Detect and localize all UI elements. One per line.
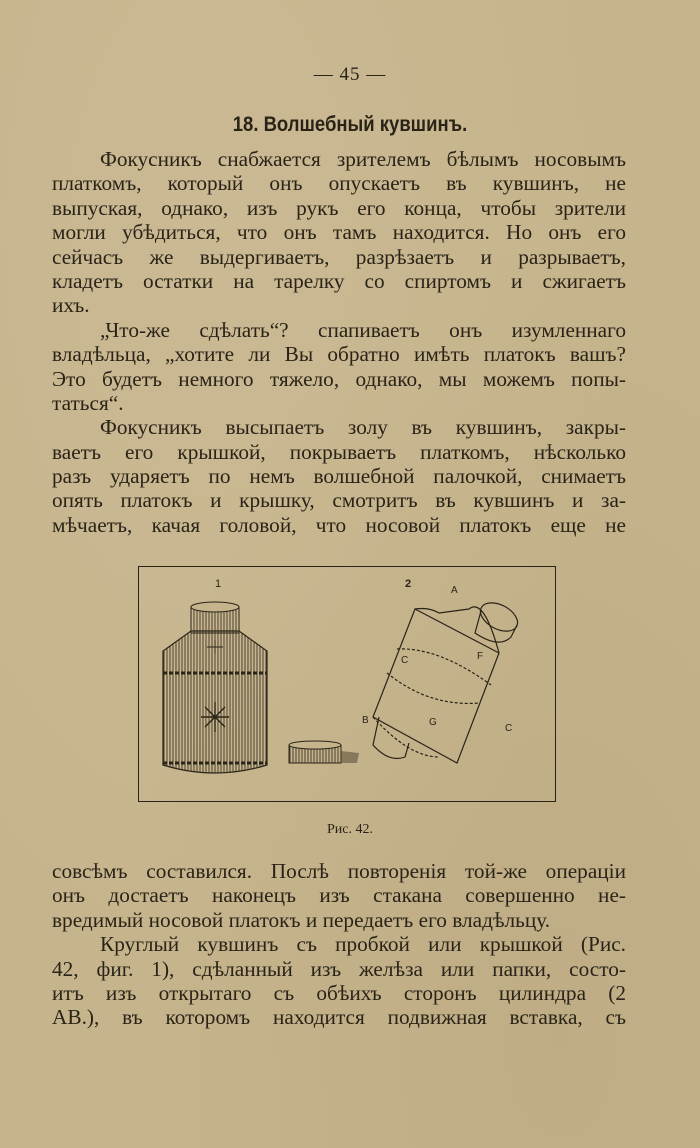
label-A: A bbox=[451, 585, 458, 596]
page-number: — 45 — bbox=[313, 64, 387, 85]
figure-label-2: 2 bbox=[405, 578, 412, 590]
text-line: Фокусникъ снабжается зрителемъ бѣлымъ носовымъ bbox=[100, 147, 626, 171]
text-line: Круглый кувшинъ съ пробкой или крышкой (Рис. bbox=[100, 932, 626, 957]
text-line: Фокусникъ высыпаетъ золу въ кувшинъ, закры- bbox=[100, 415, 626, 440]
figure-caption: Рис. 42. bbox=[327, 822, 373, 837]
cutaway-diagram bbox=[373, 597, 522, 763]
paragraph bbox=[52, 932, 626, 1030]
paragraph bbox=[52, 415, 626, 537]
figure-illustration bbox=[139, 567, 555, 801]
text-line: ихъ. bbox=[52, 293, 90, 318]
text-line: „Что-же сдѣлать“? спапиваетъ онъ изумленнаго bbox=[100, 317, 626, 342]
text-line: совсѣмъ составился. Послѣ повторенія той-же операціи bbox=[52, 859, 626, 883]
text-line: онъ достаетъ наконецъ изъ стакана совершенно не- bbox=[52, 883, 626, 908]
text-line: 42, фиг. 1), сдѣланный изъ желѣза или папки, состо- bbox=[52, 956, 626, 981]
text-line: итъ изъ открытаго съ обѣихъ сторонъ цилиндра (2 bbox=[52, 980, 626, 1005]
text-line: разъ ударяетъ по немъ волшебной палочкой, снимаетъ bbox=[52, 464, 626, 489]
text-line: Это будетъ немного тяжело, однако, мы можемъ попы- bbox=[52, 366, 626, 391]
text-line: владѣльца, „хотите ли Вы обратно имѣть платокъ вашъ? bbox=[52, 342, 626, 367]
text-line: АВ.), въ которомъ находится подвижная вставка, съ bbox=[52, 1005, 626, 1030]
text-block-bottom bbox=[52, 859, 626, 1030]
text-line: выпуская, однако, изъ рукъ его конца, чтобы зрители bbox=[52, 195, 626, 220]
label-F: F bbox=[477, 651, 484, 662]
paragraph bbox=[52, 859, 626, 932]
label-C-upper: C bbox=[401, 655, 409, 666]
text-block-top bbox=[52, 147, 626, 537]
text-line: кладетъ остатки на тарелку со спиртомъ и сжигаетъ bbox=[52, 268, 626, 293]
text-line: могли убѣдиться, что онъ тамъ находится. Но онъ его bbox=[52, 220, 626, 245]
label-C-lower: C bbox=[505, 723, 513, 734]
paragraph bbox=[52, 318, 626, 416]
label-B: B bbox=[362, 715, 369, 726]
text-line: платкомъ, который онъ опускаетъ въ кувшинъ, не bbox=[52, 171, 626, 196]
jug-illustration bbox=[163, 602, 359, 773]
section-heading: 18. Волшебный кувшинъ. bbox=[232, 113, 468, 136]
text-line: таться“. bbox=[52, 390, 124, 415]
text-line: опять платокъ и крышку, смотритъ въ кувшинъ и за- bbox=[52, 488, 626, 513]
text-line: сейчасъ же выдергиваетъ, разрѣзаетъ и разрываетъ, bbox=[52, 244, 626, 269]
text-line: ваетъ его крышкой, покрываетъ платкомъ, нѣсколько bbox=[52, 439, 626, 464]
label-G: G bbox=[429, 717, 437, 728]
text-line: мѣчаетъ, качая головой, что носовой платокъ еще не bbox=[52, 512, 626, 537]
figure-42 bbox=[138, 566, 556, 802]
text-line: вредимый носовой платокъ и передаетъ его владѣльцу. bbox=[52, 907, 551, 932]
paragraph bbox=[52, 147, 626, 318]
figure-label-1: 1 bbox=[215, 578, 222, 590]
